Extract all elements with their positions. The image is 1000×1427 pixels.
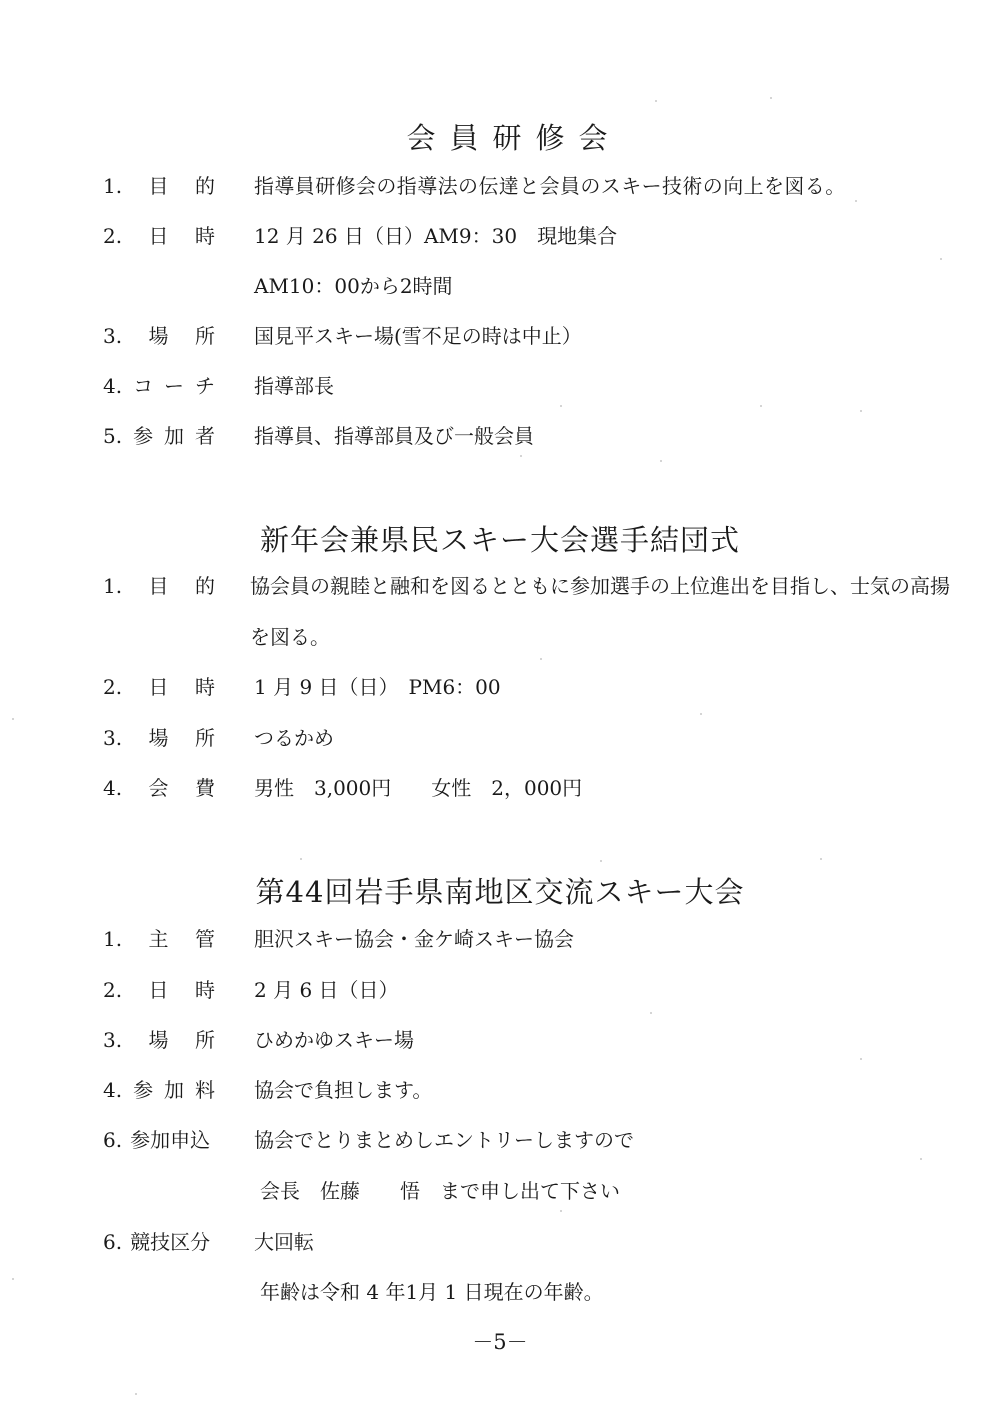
item-label <box>103 772 215 804</box>
scan-speck <box>12 718 14 720</box>
scan-speck <box>560 405 562 407</box>
item-label <box>103 722 215 754</box>
scan-speck <box>560 1210 562 1212</box>
item-number: 5. <box>103 424 123 448</box>
label-char: 場 <box>148 726 169 750</box>
item-number: 4. <box>103 374 123 398</box>
item-label <box>103 320 215 352</box>
scan-speck <box>860 410 862 412</box>
list-item <box>0 370 1000 402</box>
item-value: 指導員研修会の指導法の伝達と会員のスキー技術の向上を図る。 <box>254 174 846 198</box>
scan-speck <box>820 858 822 860</box>
scan-speck <box>135 1393 137 1395</box>
scan-speck <box>650 1012 652 1014</box>
list-item <box>0 671 1000 703</box>
item-value: 男性 3,000円 女性 2，000円 <box>254 776 583 800</box>
item-label <box>103 220 215 252</box>
label-char: 料 <box>195 1078 215 1102</box>
label-char: 日 <box>148 675 169 699</box>
label-char: 所 <box>195 1028 215 1052</box>
item-value: 協会で負担します。 <box>254 1078 433 1102</box>
label-char: ー <box>164 374 185 398</box>
list-item-continuation <box>0 1175 1000 1207</box>
item-number: 1. <box>103 574 123 598</box>
label-char: 加 <box>164 1078 185 1102</box>
label-char: 日 <box>148 978 169 1002</box>
item-number: 2. <box>103 978 123 1002</box>
list-item <box>0 1226 1000 1258</box>
scan-speck <box>660 460 662 462</box>
item-label <box>103 1226 215 1258</box>
item-value: つるかめ <box>254 726 334 750</box>
item-label <box>103 671 215 703</box>
label-char: 会 <box>148 776 169 800</box>
scan-speck <box>855 200 857 202</box>
list-item <box>0 1074 1000 1106</box>
item-value: 協会員の親睦と融和を図るとともに参加選手の上位進出を目指し、士気の高揚 <box>250 574 950 598</box>
list-item-continuation <box>0 270 1000 302</box>
label-char: 参 <box>133 424 154 448</box>
label-char: 加 <box>164 424 185 448</box>
item-value: 会長 佐藤 悟 まで申し出て下さい <box>260 1179 620 1203</box>
label-char: 主 <box>148 927 169 951</box>
item-label <box>103 923 215 955</box>
item-number: 2. <box>103 224 123 248</box>
label-char: 時 <box>195 675 215 699</box>
label-char: 者 <box>195 424 215 448</box>
item-number: 4. <box>103 776 123 800</box>
item-number: 1. <box>103 174 123 198</box>
list-item <box>0 320 1000 352</box>
scan-speck <box>940 258 942 260</box>
label-char: 場 <box>148 324 169 348</box>
label-char: 参 <box>133 1078 154 1102</box>
item-number: 1. <box>103 927 123 951</box>
scan-speck <box>540 658 542 660</box>
list-item <box>0 220 1000 252</box>
item-label <box>103 570 215 602</box>
list-item <box>0 420 1000 452</box>
list-item <box>0 1124 1000 1156</box>
item-value: 指導部長 <box>254 374 334 398</box>
list-item-continuation <box>0 621 1000 653</box>
item-label <box>103 370 215 402</box>
label-char: 所 <box>195 324 215 348</box>
scan-speck <box>770 97 772 99</box>
scan-speck <box>860 1058 862 1060</box>
item-number: 6. <box>103 1230 123 1254</box>
item-value: ひめかゆスキー場 <box>254 1028 414 1052</box>
item-label <box>103 1074 215 1106</box>
item-number: 6. <box>103 1128 123 1152</box>
label-char: 管 <box>195 927 215 951</box>
label-char: 目 <box>148 574 169 598</box>
scan-speck <box>920 1158 922 1160</box>
list-item <box>0 923 1000 955</box>
label-char: 時 <box>195 978 215 1002</box>
list-item <box>0 1024 1000 1056</box>
item-value: 1 月 9 日（日） PM6：00 <box>254 675 501 699</box>
item-value: を図る。 <box>250 625 330 649</box>
scan-speck <box>655 100 657 102</box>
label-char: 時 <box>195 224 215 248</box>
scan-speck <box>760 405 762 407</box>
label-char: 場 <box>148 1028 169 1052</box>
label-char: 的 <box>195 174 215 198</box>
scan-speck <box>600 860 602 862</box>
section-title-member-training: 会員研修会 <box>406 121 622 155</box>
list-item <box>0 722 1000 754</box>
label-char: チ <box>195 374 215 398</box>
item-value: 協会でとりまとめしエントリーしますので <box>254 1128 634 1152</box>
item-value: 指導員、指導部員及び一般会員 <box>254 424 534 448</box>
scan-speck <box>520 455 522 457</box>
label-char: コ <box>133 374 154 398</box>
item-label <box>103 1024 215 1056</box>
list-item <box>0 772 1000 804</box>
item-value: 胆沢スキー協会・金ケ崎スキー協会 <box>254 927 574 951</box>
label-text: 参加申込 <box>130 1128 211 1152</box>
item-value: AM10：00から2時間 <box>254 274 453 298</box>
label-char: 所 <box>195 726 215 750</box>
item-number: 3. <box>103 324 123 348</box>
label-char: 日 <box>148 224 169 248</box>
list-item <box>0 170 1000 202</box>
label-char: 的 <box>195 574 215 598</box>
list-item <box>0 570 1000 602</box>
item-label <box>103 170 215 202</box>
section-title-ski-tournament: 第44回岩手県南地区交流スキー大会 <box>255 875 745 909</box>
item-number: 3. <box>103 726 123 750</box>
item-label <box>103 1124 215 1156</box>
item-label <box>103 974 215 1006</box>
list-item-continuation <box>0 1276 1000 1308</box>
section-title-new-year-party: 新年会兼県民スキー大会選手結団式 <box>259 523 740 557</box>
item-value: 年齢は令和 4 年1月 1 日現在の年齢。 <box>260 1280 604 1304</box>
scan-speck <box>700 713 702 715</box>
label-text: 競技区分 <box>130 1230 211 1254</box>
item-number: 4. <box>103 1078 123 1102</box>
scan-speck <box>300 858 302 860</box>
page-number: －5－ <box>472 1330 528 1354</box>
item-number: 3. <box>103 1028 123 1052</box>
item-number: 2. <box>103 675 123 699</box>
item-label <box>103 420 215 452</box>
item-value: 2 月 6 日（日） <box>254 978 399 1002</box>
list-item <box>0 974 1000 1006</box>
item-value: 国見平スキー場(雪不足の時は中止） <box>254 324 582 348</box>
item-value: 12 月 26 日（日）AM9：30 現地集合 <box>254 224 618 248</box>
scan-speck <box>12 1278 14 1280</box>
label-char: 費 <box>195 776 215 800</box>
item-value: 大回転 <box>254 1230 314 1254</box>
label-char: 目 <box>148 174 169 198</box>
